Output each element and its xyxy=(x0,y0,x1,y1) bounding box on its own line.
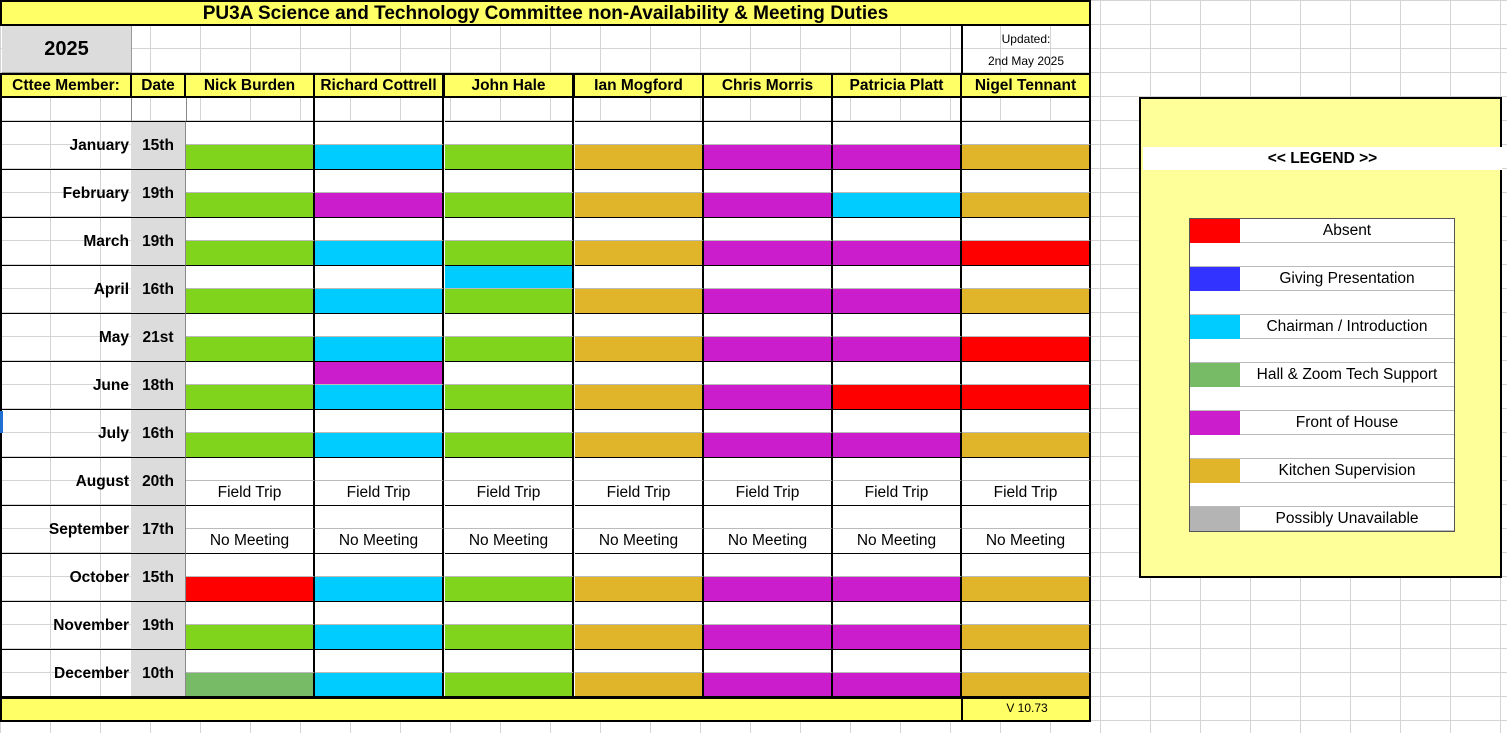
duty-cell-bottom[interactable] xyxy=(575,289,704,313)
header-member-6[interactable]: Nigel Tennant xyxy=(961,73,1091,98)
legend-swatch xyxy=(1190,507,1240,531)
legend-label: Hall & Zoom Tech Support xyxy=(1256,366,1438,383)
duty-cell-bottom[interactable] xyxy=(962,673,1091,697)
duty-cell-bottom[interactable] xyxy=(575,625,704,649)
duty-cell-top[interactable] xyxy=(962,313,1091,337)
legend-swatch xyxy=(1190,411,1240,435)
duty-cell-top[interactable] xyxy=(575,217,704,241)
header-member-1[interactable]: Richard Cottrell xyxy=(314,73,444,98)
duty-cell-top[interactable] xyxy=(833,217,962,241)
duty-note[interactable]: No Meeting xyxy=(186,529,315,553)
duty-cell-top[interactable] xyxy=(962,361,1091,385)
duty-cell-bottom[interactable] xyxy=(445,625,574,649)
duty-cell-top[interactable] xyxy=(445,505,574,529)
duty-cell-bottom[interactable] xyxy=(575,145,704,169)
updated-date: 2nd May 2025 xyxy=(987,54,1065,68)
legend-item-presentation xyxy=(1190,267,1454,291)
duty-cell-bottom[interactable] xyxy=(186,193,315,217)
duty-cell-top[interactable] xyxy=(445,121,574,145)
date-cell-april[interactable]: 16th xyxy=(131,265,186,313)
duty-cell-top[interactable] xyxy=(186,649,315,673)
month-label-january[interactable]: January xyxy=(0,121,131,169)
duty-cell-bottom[interactable] xyxy=(445,433,574,457)
month-label-march[interactable]: March xyxy=(0,217,131,265)
duty-note[interactable]: Field Trip xyxy=(833,481,962,505)
duty-cell-top[interactable] xyxy=(704,265,833,289)
duty-cell-bottom[interactable] xyxy=(704,193,833,217)
duty-cell-bottom[interactable] xyxy=(445,385,574,409)
duty-cell-top[interactable] xyxy=(445,361,574,385)
duty-cell-bottom[interactable] xyxy=(962,193,1091,217)
date-cell-march[interactable]: 19th xyxy=(131,217,186,265)
duty-cell-top[interactable] xyxy=(575,409,704,433)
duty-cell-top[interactable] xyxy=(445,601,574,625)
duty-cell-bottom[interactable] xyxy=(575,241,704,265)
duty-cell-bottom[interactable] xyxy=(575,193,704,217)
legend-box xyxy=(1189,218,1455,532)
duty-note[interactable]: Field Trip xyxy=(962,481,1091,505)
duty-cell-bottom[interactable] xyxy=(186,241,315,265)
duty-cell-top[interactable] xyxy=(575,457,704,481)
spacer-cell xyxy=(962,98,1091,121)
header-member-4[interactable]: Chris Morris xyxy=(703,73,833,98)
duty-cell-top[interactable] xyxy=(704,457,833,481)
duty-cell-top[interactable] xyxy=(575,121,704,145)
duty-cell-top[interactable] xyxy=(315,265,444,289)
duty-cell-top[interactable] xyxy=(186,313,315,337)
legend-label: Possibly Unavailable xyxy=(1275,510,1419,527)
duty-note[interactable]: No Meeting xyxy=(315,529,444,553)
duty-cell-bottom[interactable] xyxy=(186,577,315,601)
duty-cell-top[interactable] xyxy=(445,553,574,577)
duty-cell-top[interactable] xyxy=(575,265,704,289)
duty-cell-top[interactable] xyxy=(186,505,315,529)
duty-cell-bottom[interactable] xyxy=(962,289,1091,313)
duty-cell-bottom[interactable] xyxy=(833,289,962,313)
date-cell-september[interactable]: 17th xyxy=(131,505,186,553)
duty-cell-top[interactable] xyxy=(315,361,444,385)
duty-cell-bottom[interactable] xyxy=(186,289,315,313)
duty-cell-top[interactable] xyxy=(833,649,962,673)
duty-note[interactable]: No Meeting xyxy=(445,529,574,553)
date-cell-january[interactable]: 15th xyxy=(131,121,186,169)
duty-cell-top[interactable] xyxy=(315,409,444,433)
duty-cell-top[interactable] xyxy=(704,361,833,385)
duty-cell-bottom[interactable] xyxy=(833,241,962,265)
duty-cell-bottom[interactable] xyxy=(704,337,833,361)
spacer-cell xyxy=(186,98,315,121)
duty-cell-bottom[interactable] xyxy=(186,673,315,697)
duty-cell-top[interactable] xyxy=(833,361,962,385)
duty-cell-top[interactable] xyxy=(704,313,833,337)
version-cell[interactable]: V 10.73 xyxy=(961,697,1091,722)
duty-cell-top[interactable] xyxy=(186,457,315,481)
date-cell-november[interactable]: 19th xyxy=(131,601,186,649)
spacer-cell xyxy=(315,98,444,121)
duty-cell-top[interactable] xyxy=(575,313,704,337)
duty-cell-top[interactable] xyxy=(445,649,574,673)
updated-cell[interactable] xyxy=(961,26,1091,73)
duty-cell-top[interactable] xyxy=(962,505,1091,529)
duty-cell-top[interactable] xyxy=(315,553,444,577)
duty-cell-bottom[interactable] xyxy=(704,385,833,409)
legend-item-absent xyxy=(1190,219,1454,243)
month-label-june[interactable]: June xyxy=(0,361,131,409)
month-label-august[interactable]: August xyxy=(0,457,131,505)
duty-cell-bottom[interactable] xyxy=(962,433,1091,457)
duty-cell-bottom[interactable] xyxy=(575,577,704,601)
legend-gap-row xyxy=(1190,483,1454,507)
duty-note[interactable]: No Meeting xyxy=(833,529,962,553)
duty-cell-bottom[interactable] xyxy=(315,241,444,265)
legend-gap-row xyxy=(1190,435,1454,459)
header-member-2[interactable]: John Hale xyxy=(444,73,574,98)
duty-cell-bottom[interactable] xyxy=(575,385,704,409)
duty-cell-bottom[interactable] xyxy=(704,289,833,313)
month-label-april[interactable]: April xyxy=(0,265,131,313)
duty-cell-top[interactable] xyxy=(833,553,962,577)
duty-cell-top[interactable] xyxy=(315,121,444,145)
duty-cell-bottom[interactable] xyxy=(962,385,1091,409)
legend-label: Giving Presentation xyxy=(1279,270,1415,287)
duty-cell-top[interactable] xyxy=(833,505,962,529)
header-member-5[interactable]: Patricia Platt xyxy=(832,73,962,98)
month-label-may[interactable]: May xyxy=(0,313,131,361)
date-cell-august[interactable]: 20th xyxy=(131,457,186,505)
duty-cell-bottom[interactable] xyxy=(575,337,704,361)
duty-cell-top[interactable] xyxy=(186,553,315,577)
duty-cell-bottom[interactable] xyxy=(704,145,833,169)
duty-note[interactable]: Field Trip xyxy=(315,481,444,505)
duty-cell-bottom[interactable] xyxy=(704,433,833,457)
year-cell[interactable]: 2025 xyxy=(2,26,132,73)
duty-cell-bottom[interactable] xyxy=(186,145,315,169)
duty-note[interactable]: Field Trip xyxy=(445,481,574,505)
duty-cell-top[interactable] xyxy=(704,409,833,433)
month-label-december[interactable]: December xyxy=(0,649,131,697)
duty-note[interactable]: Field Trip xyxy=(575,481,704,505)
legend-item-unavailable xyxy=(1190,507,1454,531)
header-member-3[interactable]: Ian Mogford xyxy=(574,73,704,98)
month-label-november[interactable]: November xyxy=(0,601,131,649)
duty-cell-top[interactable] xyxy=(833,601,962,625)
duty-cell-top[interactable] xyxy=(962,601,1091,625)
month-label-september[interactable]: September xyxy=(0,505,131,553)
duty-cell-bottom[interactable] xyxy=(962,577,1091,601)
duty-cell-bottom[interactable] xyxy=(445,673,574,697)
duty-cell-bottom[interactable] xyxy=(962,241,1091,265)
duty-cell-bottom[interactable] xyxy=(445,145,574,169)
duty-cell-bottom[interactable] xyxy=(445,193,574,217)
duty-cell-top[interactable] xyxy=(962,553,1091,577)
date-cell-october[interactable]: 15th xyxy=(131,553,186,601)
duty-cell-top[interactable] xyxy=(186,601,315,625)
duty-cell-top[interactable] xyxy=(315,505,444,529)
duty-cell-bottom[interactable] xyxy=(186,625,315,649)
duty-cell-bottom[interactable] xyxy=(575,673,704,697)
legend-label: Chairman / Introduction xyxy=(1266,318,1428,335)
duty-cell-bottom[interactable] xyxy=(962,337,1091,361)
duty-cell-top[interactable] xyxy=(445,169,574,193)
duty-cell-bottom[interactable] xyxy=(704,577,833,601)
duty-cell-top[interactable] xyxy=(315,169,444,193)
legend-swatch xyxy=(1190,219,1240,243)
duty-cell-top[interactable] xyxy=(445,457,574,481)
duty-cell-top[interactable] xyxy=(962,121,1091,145)
duty-cell-bottom[interactable] xyxy=(445,289,574,313)
duty-cell-top[interactable] xyxy=(962,217,1091,241)
duty-cell-bottom[interactable] xyxy=(833,433,962,457)
duty-cell-top[interactable] xyxy=(315,457,444,481)
duty-cell-top[interactable] xyxy=(833,457,962,481)
duty-cell-top[interactable] xyxy=(962,649,1091,673)
row-selection-marker xyxy=(0,411,3,433)
duty-cell-top[interactable] xyxy=(575,505,704,529)
duty-cell-bottom[interactable] xyxy=(445,577,574,601)
spacer-date-cell xyxy=(131,98,186,121)
duty-note[interactable]: No Meeting xyxy=(962,529,1091,553)
duty-cell-bottom[interactable] xyxy=(315,577,444,601)
header-member-label[interactable]: Cttee Member: xyxy=(0,73,132,98)
duty-note[interactable]: Field Trip xyxy=(704,481,833,505)
duty-cell-top[interactable] xyxy=(962,169,1091,193)
date-cell-february[interactable]: 19th xyxy=(131,169,186,217)
duty-cell-top[interactable] xyxy=(315,601,444,625)
duty-cell-bottom[interactable] xyxy=(315,385,444,409)
duty-cell-top[interactable] xyxy=(833,121,962,145)
spacer-cell xyxy=(704,98,833,121)
duty-cell-top[interactable] xyxy=(962,409,1091,433)
duty-cell-bottom[interactable] xyxy=(962,145,1091,169)
spacer-cell xyxy=(575,98,704,121)
spacer-cell xyxy=(445,98,574,121)
duty-cell-top[interactable] xyxy=(186,361,315,385)
duty-cell-bottom[interactable] xyxy=(575,433,704,457)
duty-cell-bottom[interactable] xyxy=(704,673,833,697)
month-label-july[interactable]: July xyxy=(0,409,131,457)
header-member-0[interactable]: Nick Burden xyxy=(185,73,315,98)
duty-cell-bottom[interactable] xyxy=(833,385,962,409)
date-cell-december[interactable]: 10th xyxy=(131,649,186,697)
duty-cell-bottom[interactable] xyxy=(186,433,315,457)
legend-item-tech xyxy=(1190,363,1454,387)
duty-cell-top[interactable] xyxy=(445,265,574,289)
updated-label: Updated: xyxy=(1001,32,1051,46)
duty-cell-bottom[interactable] xyxy=(704,241,833,265)
legend-gap-row xyxy=(1190,387,1454,411)
duty-cell-bottom[interactable] xyxy=(833,145,962,169)
duty-cell-top[interactable] xyxy=(315,217,444,241)
date-cell-may[interactable]: 21st xyxy=(131,313,186,361)
duty-cell-top[interactable] xyxy=(704,169,833,193)
duty-cell-top[interactable] xyxy=(445,409,574,433)
month-label-february[interactable]: February xyxy=(0,169,131,217)
duty-cell-bottom[interactable] xyxy=(315,625,444,649)
duty-note[interactable]: No Meeting xyxy=(575,529,704,553)
duty-cell-top[interactable] xyxy=(315,313,444,337)
sheet-title[interactable]: PU3A Science and Technology Committee non-Availability & Meeting Duties xyxy=(0,0,1091,26)
duty-cell-top[interactable] xyxy=(445,217,574,241)
duty-cell-top[interactable] xyxy=(833,313,962,337)
duty-cell-top[interactable] xyxy=(575,361,704,385)
duty-cell-top[interactable] xyxy=(186,409,315,433)
legend-title: << LEGEND >> xyxy=(1143,147,1502,170)
legend-swatch xyxy=(1190,315,1240,339)
legend-item-front xyxy=(1190,411,1454,435)
duty-cell-bottom[interactable] xyxy=(833,193,962,217)
duty-cell-top[interactable] xyxy=(833,169,962,193)
duty-cell-top[interactable] xyxy=(962,265,1091,289)
duty-cell-top[interactable] xyxy=(186,217,315,241)
duty-cell-bottom[interactable] xyxy=(833,673,962,697)
duty-cell-bottom[interactable] xyxy=(704,625,833,649)
duty-cell-top[interactable] xyxy=(575,601,704,625)
duty-cell-bottom[interactable] xyxy=(315,193,444,217)
legend-label: Kitchen Supervision xyxy=(1278,462,1416,479)
duty-cell-bottom[interactable] xyxy=(315,337,444,361)
duty-cell-top[interactable] xyxy=(833,409,962,433)
duty-cell-top[interactable] xyxy=(315,649,444,673)
duty-cell-bottom[interactable] xyxy=(833,577,962,601)
duty-cell-top[interactable] xyxy=(704,121,833,145)
duty-cell-top[interactable] xyxy=(704,649,833,673)
legend-swatch xyxy=(1190,363,1240,387)
duty-cell-bottom[interactable] xyxy=(962,625,1091,649)
legend-swatch xyxy=(1190,267,1240,291)
legend-label: Absent xyxy=(1322,222,1372,239)
duty-cell-bottom[interactable] xyxy=(445,337,574,361)
duty-cell-top[interactable] xyxy=(704,553,833,577)
duty-cell-bottom[interactable] xyxy=(186,337,315,361)
duty-cell-top[interactable] xyxy=(575,649,704,673)
duty-cell-top[interactable] xyxy=(962,457,1091,481)
duty-cell-bottom[interactable] xyxy=(833,337,962,361)
duty-cell-top[interactable] xyxy=(833,265,962,289)
duty-cell-top[interactable] xyxy=(186,121,315,145)
legend-item-kitchen xyxy=(1190,459,1454,483)
legend-label: Front of House xyxy=(1295,414,1399,431)
duty-note[interactable]: Field Trip xyxy=(186,481,315,505)
duty-cell-bottom[interactable] xyxy=(315,145,444,169)
legend-item-chairman xyxy=(1190,315,1454,339)
duty-cell-top[interactable] xyxy=(575,553,704,577)
legend-gap-row xyxy=(1190,339,1454,363)
duty-cell-bottom[interactable] xyxy=(315,673,444,697)
duty-cell-bottom[interactable] xyxy=(315,433,444,457)
legend-gap-row xyxy=(1190,291,1454,315)
legend-swatch xyxy=(1190,459,1240,483)
duty-cell-top[interactable] xyxy=(704,601,833,625)
legend-gap-row xyxy=(1190,243,1454,267)
duty-cell-bottom[interactable] xyxy=(445,241,574,265)
duty-cell-bottom[interactable] xyxy=(186,385,315,409)
duty-cell-top[interactable] xyxy=(186,169,315,193)
duty-cell-top[interactable] xyxy=(704,217,833,241)
header-date-label[interactable]: Date xyxy=(131,73,186,98)
duty-cell-top[interactable] xyxy=(704,505,833,529)
duty-cell-bottom[interactable] xyxy=(833,625,962,649)
date-cell-june[interactable]: 18th xyxy=(131,361,186,409)
date-cell-july[interactable]: 16th xyxy=(131,409,186,457)
duty-cell-top[interactable] xyxy=(186,265,315,289)
legend-panel xyxy=(1139,97,1502,578)
month-label-october[interactable]: October xyxy=(0,553,131,601)
footer-bar xyxy=(0,697,1091,722)
duty-note[interactable]: No Meeting xyxy=(704,529,833,553)
duty-cell-top[interactable] xyxy=(575,169,704,193)
duty-cell-bottom[interactable] xyxy=(315,289,444,313)
duty-cell-top[interactable] xyxy=(445,313,574,337)
spacer-cell xyxy=(833,98,962,121)
